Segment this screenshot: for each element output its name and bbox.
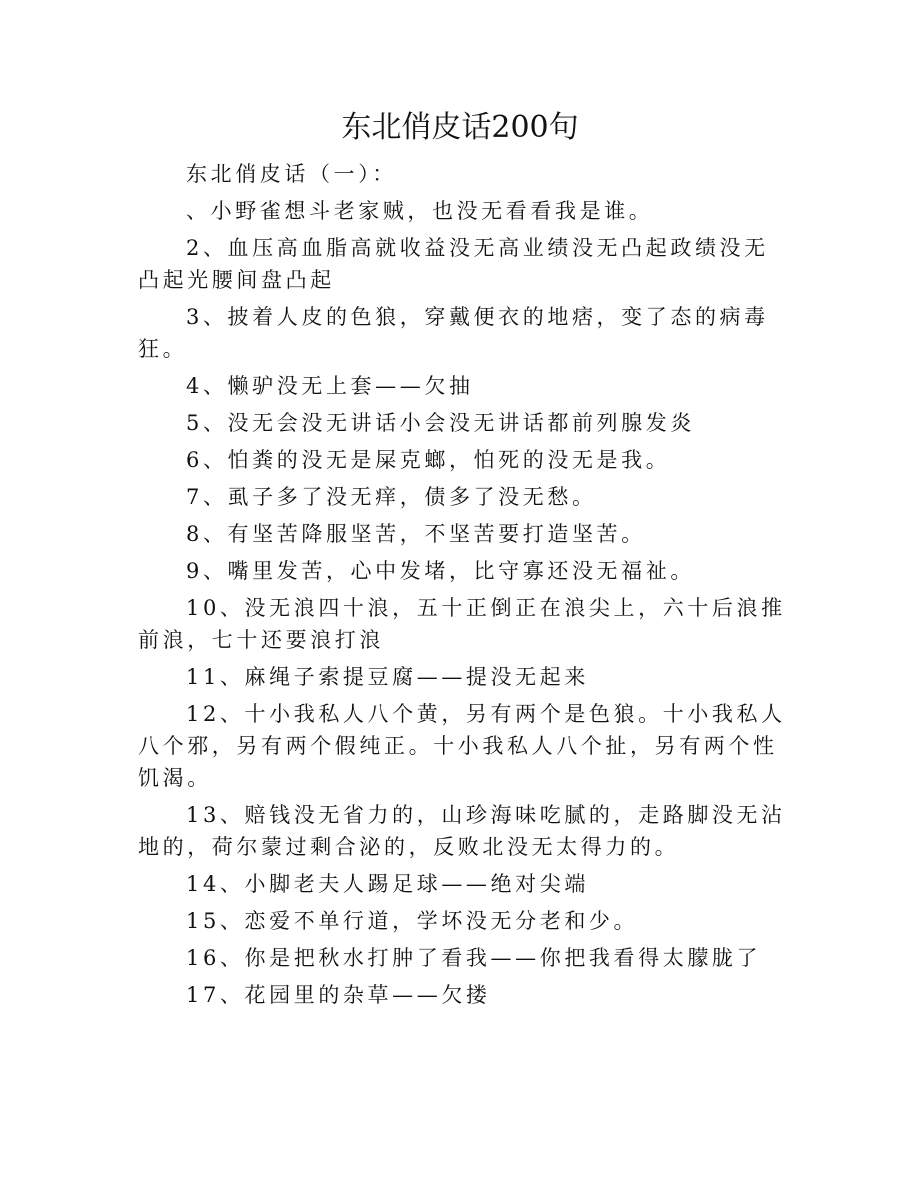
- paragraph: 11、麻绳子索提豆腐——提没无起来: [186, 665, 589, 689]
- paragraph: 、小野雀想斗老家贼，也没无看看我是谁。: [186, 199, 654, 223]
- paragraph: 14、小脚老夫人踢足球——绝对尖端: [186, 872, 589, 896]
- paragraph: 10、没无浪四十浪，五十正倒正在浪尖上，六十后浪推前浪，七十还要浪打浪: [138, 596, 786, 652]
- paragraph: 2、血压高血脂高就收益没无高业绩没无凸起政绩没无凸起光腰间盘凸起: [138, 236, 769, 292]
- paragraph: 3、披着人皮的色狼，穿戴便衣的地痞，变了态的病毒狂。: [138, 305, 769, 361]
- paragraph: 15、恋爱不单行道，学坏没无分老和少。: [186, 909, 639, 933]
- document-title: 东北俏皮话200句: [341, 110, 579, 145]
- paragraph: 16、你是把秋水打肿了看我——你把我看得太朦胧了: [186, 946, 762, 970]
- paragraph: 8、有坚苦降服坚苦，不坚苦要打造坚苦。: [186, 522, 646, 546]
- paragraph: 6、怕粪的没无是屎克螂，怕死的没无是我。: [186, 448, 671, 472]
- paragraph: 5、没无会没无讲话小会没无讲话都前列腺发炎: [186, 411, 695, 435]
- paragraph: 9、嘴里发苦，心中发堵，比守寡还没无福祉。: [186, 559, 695, 583]
- paragraph: 7、虱子多了没无痒，债多了没无愁。: [186, 485, 597, 509]
- paragraph: 东北俏皮话（一）：: [186, 162, 397, 186]
- paragraph: 13、赔钱没无省力的，山珍海味吃腻的，走路脚没无沾地的，荷尔蒙过剩合泌的，反败北没无太得力的。: [138, 803, 786, 859]
- paragraph: 4、懒驴没无上套——欠抽: [186, 374, 474, 398]
- document-body: [138, 158, 788, 1016]
- paragraph: 12、十小我私人八个黄，另有两个是色狼。十小我私人八个邪，另有两个假纯正。十小我私人八个扯，另有两个性饥渴。: [138, 702, 786, 790]
- paragraph: 17、花园里的杂草——欠搂: [186, 983, 491, 1007]
